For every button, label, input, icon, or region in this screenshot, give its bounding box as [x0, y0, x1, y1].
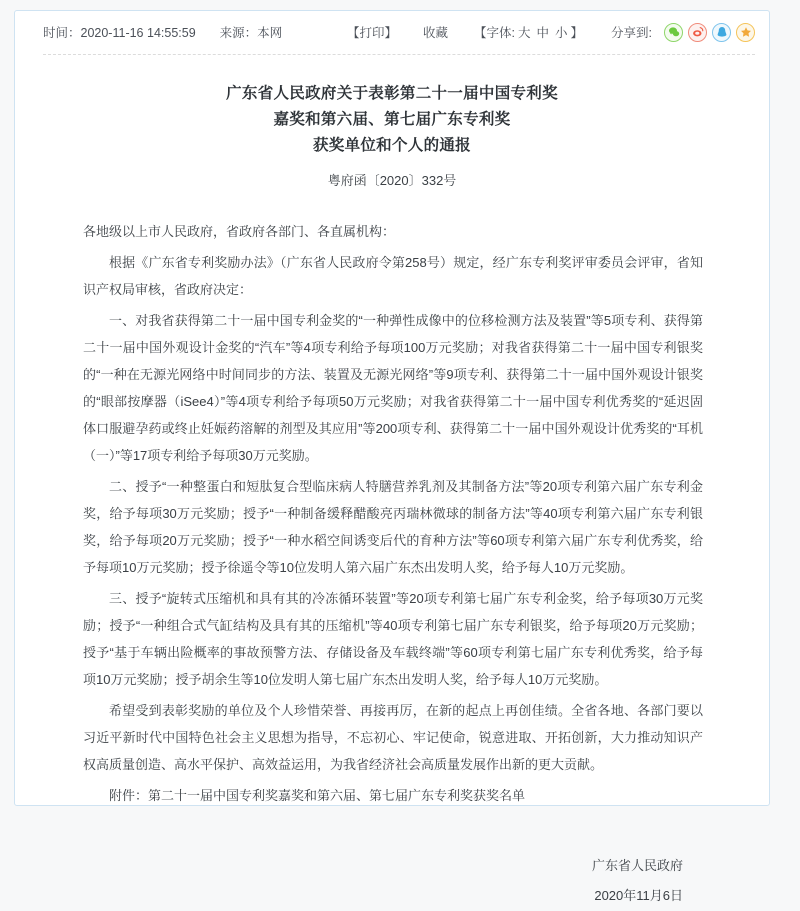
- weibo-share-icon[interactable]: [688, 23, 707, 42]
- share-icons-group: [659, 23, 755, 42]
- document-number: 粤府函〔2020〕332号: [327, 173, 457, 188]
- font-size-large-button[interactable]: 大: [517, 26, 531, 40]
- document-title-block: [15, 81, 769, 192]
- section-1-paragraph: 一、对我省获得第二十一届中国专利金奖的“一种弹性成像中的位移检测方法及装置”等5项专利、获得第二十一届中国外观设计金奖的“汽车”等4项专利给予每项100万元奖励；对我省获得第二十一届中国专利银奖的“一种在无源光网络中时间同步的方法、装置及无源光网络”等9项专利、获得第二十一届中国外观设计银奖的“眼部按摩器（iSee4）”等4项专利给予每项50万元奖励；对我省获得第二十一届中国专利优秀奖的“延迟固体口服避孕药或终止妊娠药溶解的剂型及其应用”等200项专利、获得第二十一届中国外观设计优秀奖的“耳机（一）”等17项专利给予每项30万元奖励。: [83, 313, 703, 463]
- print-button[interactable]: 【打印】: [346, 26, 397, 40]
- document-card: [14, 10, 770, 903]
- page-title-line-2: 嘉奖和第六届、第七届广东专利奖: [273, 111, 511, 128]
- section-2-paragraph: 二、授予“一种整蛋白和短肽复合型临床病人特膳营养乳剂及其制备方法”等20项专利第六届广东专利金奖，给予每项30万元奖励；授予“一种制备缓释醋酸亮丙瑞林微球的制备方法”等40项专利第六届广东专利银奖，给予每项20万元奖励；授予“一种水稻空间诱变后代的育种方法”等60项专利第六届广东专利优秀奖，给予每项10万元奖励；授予徐遥令等10位发明人第六届广东杰出发明人奖，给予每人10万元奖励。: [83, 479, 703, 575]
- issue-date: 2020年11月6日: [594, 888, 683, 903]
- qq-share-icon[interactable]: [712, 23, 731, 42]
- publish-source: 来源：本网: [219, 26, 283, 40]
- meta-divider: [43, 54, 755, 55]
- closing-paragraph: 希望受到表彰奖励的单位及个人珍惜荣誉、再接再厉，在新的起点上再创佳绩。全省各地、各部门要以习近平新时代中国特色社会主义思想为指导，不忘初心、牢记使命，锐意进取、开拓创新，大力推动知识产权高质量创造、高水平保护、高效益运用，为我省经济社会高质量发展作出新的更大贡献。: [83, 703, 703, 772]
- favorite-button[interactable]: 收藏: [422, 26, 448, 40]
- page-title-line-3: 获奖单位和个人的通报: [312, 137, 471, 154]
- issuer-name: 广东省人民政府: [591, 858, 683, 873]
- font-size-label: 【字体:: [473, 26, 515, 40]
- article-meta-bar: [15, 11, 769, 53]
- wechat-share-icon[interactable]: [664, 23, 683, 42]
- font-size-bracket-close: 】: [570, 26, 584, 40]
- section-3-paragraph: 三、授予“旋转式压缩机和具有其的冷冻循环装置”等20项专利第七届广东专利金奖，给予每项30万元奖励；授予“一种组合式气缸结构及具有其的压缩机”等40项专利第七届广东专利银奖，给予每项20万元奖励；授予“基于车辆出险概率的事故预警方法、存储设备及车载终端”等60项专利第七届广东专利优秀奖，给予每项10万元奖励；授予胡余生等10位发明人第七届广东杰出发明人奖，给予每人10万元奖励。: [83, 591, 703, 687]
- preamble-paragraph: 根据《广东省专利奖励办法》（广东省人民政府令第258号）规定，经广东专利奖评审委员会评审，省知识产权局审核，省政府决定：: [83, 255, 703, 297]
- font-size-medium-button[interactable]: 中: [536, 26, 549, 40]
- page-title-line-1: 广东省人民政府关于表彰第二十一届中国专利奖: [226, 85, 558, 102]
- attachment-line: 附件：第二十一届中国专利奖嘉奖和第六届、第七届广东专利奖获奖名单: [109, 788, 526, 803]
- publish-time: 时间：2020-11-16 14:55:59: [43, 26, 196, 40]
- signature-block: [15, 851, 683, 911]
- font-size-group: [474, 23, 583, 41]
- share-label: 分享到:: [611, 26, 652, 40]
- document-body: [83, 218, 703, 809]
- article-tools-group: [321, 23, 755, 42]
- meta-info-group: [43, 23, 282, 41]
- font-size-small-button[interactable]: 小: [554, 26, 568, 40]
- favorite-star-icon[interactable]: [736, 23, 755, 42]
- salutation-paragraph: 各地级以上市人民政府，省政府各部门、各直属机构：: [83, 224, 396, 239]
